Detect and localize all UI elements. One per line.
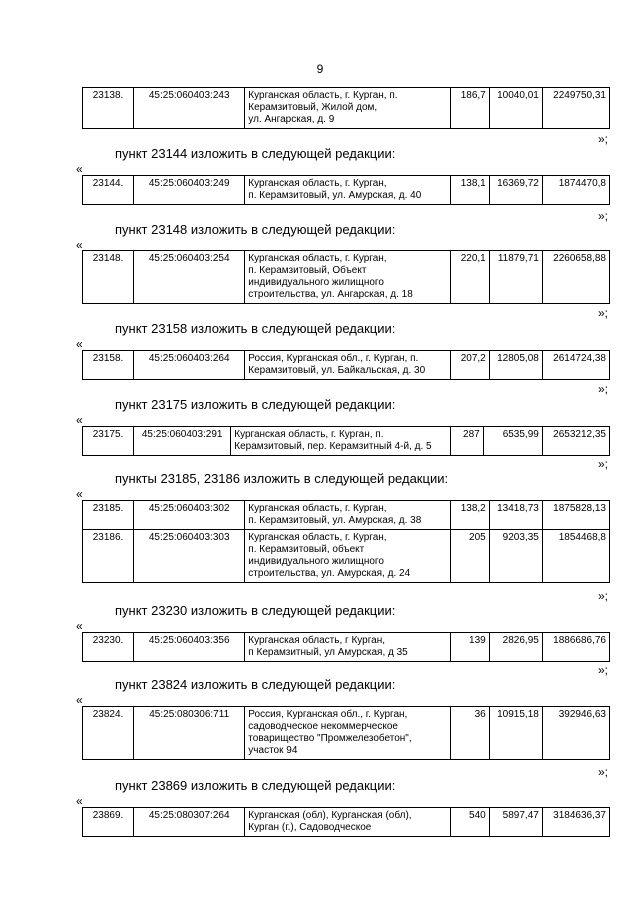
area-value: 207,2 — [450, 351, 489, 380]
record-number: 23869. — [83, 808, 134, 837]
table-row — [83, 707, 610, 760]
address-line: Россия, Курганская обл., г. Курган, — [248, 709, 408, 720]
address-line: Курганская область, г. Курган, — [248, 253, 387, 264]
closing-quote: »; — [597, 132, 608, 146]
property-address — [245, 707, 450, 760]
amendment-instruction: пункт 23824 изложить в следующей редакции: — [115, 677, 396, 692]
table-row — [83, 633, 610, 662]
specific-value: 10040,01 — [489, 88, 542, 129]
specific-value: 2826,95 — [489, 633, 542, 662]
property-address — [245, 176, 450, 205]
address-line: строительства, ул. Амурская, д. 24 — [248, 568, 411, 579]
cadastral-value: 1886686,76 — [542, 633, 609, 662]
register-table — [82, 87, 610, 129]
register-table — [82, 706, 610, 760]
table-row — [83, 501, 610, 530]
closing-quote: »; — [597, 663, 608, 677]
property-address — [245, 808, 450, 837]
area-value: 186,7 — [450, 88, 489, 129]
opening-quote: « — [76, 794, 83, 808]
address-line: Керамзитовый, ул. Байкальская, д. 30 — [248, 365, 426, 376]
property-address — [245, 501, 450, 530]
address-line: Курган (г.), Садоводческое — [248, 822, 372, 833]
cadastral-value: 392946,63 — [542, 707, 609, 760]
property-address — [245, 633, 450, 662]
property-address — [245, 351, 450, 380]
address-line: Курганская область, г. Курган, п. — [248, 90, 398, 101]
amendment-instruction: пункты 23185, 23186 изложить в следующей редакции: — [115, 471, 449, 486]
closing-quote: »; — [597, 209, 608, 223]
opening-quote: « — [76, 162, 83, 176]
address-line: Россия, Курганская обл., г. Курган, п. — [248, 353, 419, 364]
record-number: 23158. — [83, 351, 134, 380]
cadastral-value: 3184636,37 — [542, 808, 609, 837]
table-row — [83, 530, 610, 583]
record-number: 23148. — [83, 251, 134, 304]
area-value: 540 — [450, 808, 489, 837]
record-number: 23824. — [83, 707, 134, 760]
cadastral-number: 45:25:060403:291 — [134, 427, 231, 456]
address-line: Курганская область, г. Курган, п. — [234, 429, 384, 440]
address-line: строительства, ул. Ангарская, д. 18 — [248, 289, 413, 300]
record-number: 23138. — [83, 88, 134, 129]
cadastral-number: 45:25:060403:264 — [134, 351, 245, 380]
cadastral-value: 2614724,38 — [542, 351, 609, 380]
specific-value: 16369,72 — [489, 176, 542, 205]
opening-quote: « — [76, 693, 83, 707]
opening-quote: « — [76, 413, 83, 427]
cadastral-number: 45:25:060403:303 — [134, 530, 245, 583]
address-line: п. Керамзитовый, Объект — [248, 265, 367, 276]
area-value: 36 — [450, 707, 489, 760]
address-line: Керамзитовый, Жилой дом, — [248, 102, 378, 113]
table-row — [83, 176, 610, 205]
area-value: 220,1 — [450, 251, 489, 304]
table-row — [83, 427, 610, 456]
opening-quote: « — [76, 238, 83, 252]
cadastral-number: 45:25:060403:302 — [134, 501, 245, 530]
address-line: индивидуального жилищного — [248, 556, 384, 567]
register-table — [82, 632, 610, 662]
area-value: 287 — [450, 427, 483, 456]
record-number: 23144. — [83, 176, 134, 205]
cadastral-number: 45:25:080307:264 — [134, 808, 245, 837]
opening-quote: « — [76, 337, 83, 351]
address-line: Курганская область, г. Курган, — [248, 532, 387, 543]
cadastral-number: 45:25:060403:254 — [134, 251, 245, 304]
cadastral-number: 45:25:060403:356 — [134, 633, 245, 662]
table-row — [83, 808, 610, 837]
amendment-instruction: пункт 23144 изложить в следующей редакции: — [115, 146, 396, 161]
amendment-instruction: пункт 23158 изложить в следующей редакции: — [115, 321, 396, 336]
address-line: Курганская (обл), Курганская (обл), — [248, 810, 412, 821]
record-number: 23230. — [83, 633, 134, 662]
table-row — [83, 351, 610, 380]
opening-quote: « — [76, 619, 83, 633]
closing-quote: »; — [597, 457, 608, 471]
register-table — [82, 807, 610, 837]
property-address — [231, 427, 450, 456]
area-value: 205 — [450, 530, 489, 583]
table-row — [83, 88, 610, 129]
register-table — [82, 250, 610, 304]
property-address — [245, 530, 450, 583]
address-line: Керамзитовый, пер. Керамзитный 4-й, д. 5 — [234, 441, 432, 452]
area-value: 138,1 — [450, 176, 489, 205]
amendment-instruction: пункт 23869 изложить в следующей редакции: — [115, 778, 396, 793]
register-table — [82, 500, 610, 583]
address-line: п. Керамзитовый, объект — [248, 544, 365, 555]
specific-value: 5897,47 — [489, 808, 542, 837]
property-address — [245, 251, 450, 304]
property-address — [245, 88, 450, 129]
address-line: Курганская область, г. Курган, — [248, 503, 387, 514]
address-line: садоводческое некоммерческое — [248, 721, 398, 732]
register-table — [82, 175, 610, 205]
specific-value: 12805,08 — [489, 351, 542, 380]
address-line: п. Керамзитовый, ул. Амурская, д. 40 — [248, 190, 422, 201]
cadastral-value: 1875828,13 — [542, 501, 609, 530]
record-number: 23175. — [83, 427, 134, 456]
closing-quote: »; — [597, 765, 608, 779]
address-line: ул. Ангарская, д. 9 — [248, 114, 335, 125]
record-number: 23186. — [83, 530, 134, 583]
address-line: индивидуального жилищного — [248, 277, 384, 288]
cadastral-value: 2653212,35 — [542, 427, 609, 456]
cadastral-number: 45:25:080306:711 — [134, 707, 245, 760]
area-value: 138,2 — [450, 501, 489, 530]
specific-value: 9203,35 — [489, 530, 542, 583]
table-row — [83, 251, 610, 304]
specific-value: 6535,99 — [483, 427, 542, 456]
specific-value: 11879,71 — [489, 251, 542, 304]
amendment-instruction: пункт 23175 изложить в следующей редакции: — [115, 397, 396, 412]
address-line: Курганская область, г Курган, — [248, 635, 386, 646]
cadastral-number: 45:25:060403:243 — [134, 88, 245, 129]
cadastral-number: 45:25:060403:249 — [134, 176, 245, 205]
closing-quote: »; — [597, 382, 608, 396]
specific-value: 10915,18 — [489, 707, 542, 760]
cadastral-value: 2260658,88 — [542, 251, 609, 304]
address-line: товарищество "Промжелезобетон", — [248, 733, 412, 744]
register-table — [82, 426, 610, 456]
area-value: 139 — [450, 633, 489, 662]
page-number: 9 — [316, 62, 324, 76]
address-line: участок 94 — [248, 745, 298, 756]
cadastral-value: 2249750,31 — [542, 88, 609, 129]
specific-value: 13418,73 — [489, 501, 542, 530]
address-line: Курганская область, г. Курган, — [248, 178, 387, 189]
address-line: п. Керамзитовый, ул. Амурская, д. 38 — [248, 515, 422, 526]
cadastral-value: 1874470,8 — [542, 176, 609, 205]
cadastral-value: 1854468,8 — [542, 530, 609, 583]
opening-quote: « — [76, 487, 83, 501]
closing-quote: »; — [597, 589, 608, 603]
amendment-instruction: пункт 23230 изложить в следующей редакции: — [115, 603, 396, 618]
closing-quote: »; — [597, 306, 608, 320]
address-line: п Керамзитный, ул Амурская, д 35 — [248, 647, 408, 658]
register-table — [82, 350, 610, 380]
amendment-instruction: пункт 23148 изложить в следующей редакции: — [115, 222, 396, 237]
record-number: 23185. — [83, 501, 134, 530]
